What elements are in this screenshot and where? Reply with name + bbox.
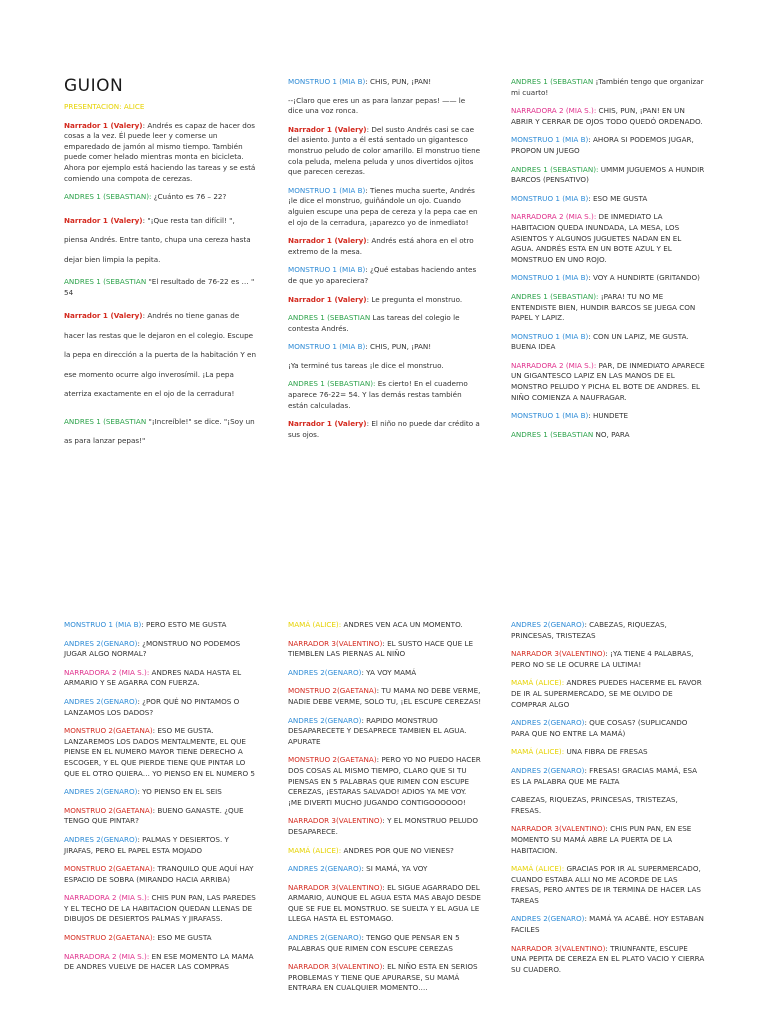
- speaker-label: NARRADORA 2 (MIA S.):: [511, 360, 597, 370]
- script-line: [64, 102, 256, 113]
- script-line: [288, 379, 482, 411]
- speaker-label: MAMÁ (ALICE):: [288, 845, 342, 855]
- script-line: [64, 697, 256, 718]
- dialogue-text: : EL SUSTO HACE QUE LE TIEMBLEN LAS PIERNAS AL NIÑO: [288, 638, 473, 659]
- speaker-label: MAMÁ (ALICE):: [288, 620, 342, 629]
- dialogue-text: : ¿MONSTRUO NO PODEMOS JUGAR ALGO NORMAL?: [64, 638, 241, 659]
- speaker-label: Narrador 1 (Valery): [288, 419, 367, 429]
- script-line: [511, 824, 705, 856]
- script-line: [511, 718, 705, 739]
- speaker-label: MONSTRUO 1 (MIA B): [511, 331, 589, 341]
- speaker-label: MONSTRUO 2(GAETANA): [288, 755, 377, 765]
- script-line: [64, 726, 256, 779]
- speaker-label: MONSTRUO 1 (MIA B): [288, 185, 366, 195]
- speaker-label: Narrador 1 (Valery): [64, 120, 143, 130]
- dialogue-text: : BUENO GANASTE. ¿QUE TENGO QUE PINTAR?: [64, 805, 244, 826]
- dialogue-text: : HUNDETE: [588, 411, 629, 421]
- dialogue-text: : CABEZAS, RIQUEZAS, PRINCESAS, TRISTEZAS: [511, 620, 667, 640]
- script-line: [288, 236, 482, 257]
- speaker-label: NARRADOR 3(VALENTINO): [288, 638, 383, 648]
- speaker-label: MAMÁ (ALICE):: [511, 747, 565, 757]
- speaker-label: MAMÁ (ALICE):: [511, 864, 565, 874]
- script-line: [288, 96, 482, 117]
- speaker-label: ANDRES 2(GENARO): [288, 715, 362, 725]
- dialogue-text: : PALMAS Y DESIERTOS. Y JIRAFAS, PERO EL PAPEL ESTA MOJADO: [64, 834, 229, 855]
- script-line: [511, 864, 705, 906]
- dialogue-text: ¡También tengo que organizar mi cuarto!: [511, 77, 704, 97]
- speaker-label: Narrador 1 (Valery): [64, 215, 143, 225]
- dialogue-text: : PERO YO NO PUEDO HACER DOS COSAS AL MISMO TIEMPO, CLARO QUE SI TU PIENSAS EN 5 PALABRAS QUE RIMEN CON ESCUPE CEREZAS, ¡ESTARAS SALVADO! ADIOS YA ME VOY. ¡ME DIVERTI MUCHO JUGANDO CONTIGOOOOOO!: [288, 755, 481, 807]
- script-line: [288, 313, 482, 334]
- speaker-label: NARRADOR 3(VALENTINO): [511, 943, 606, 953]
- script-line: [288, 668, 482, 679]
- script-line: [288, 620, 482, 631]
- speaker-label: ANDRES 1 (SEBASTIAN: [64, 416, 147, 426]
- dialogue-text: EN ESE MOMENTO LA MAMA DE ANDRES VUELVE DE HACER LAS COMPRAS: [64, 951, 254, 972]
- speaker-label: ANDRES 2(GENARO): [64, 787, 138, 797]
- speaker-label: NARRADORA 2 (MIA S.):: [511, 106, 597, 116]
- dialogue-text: GRACIAS POR IR AL SUPERMERCADO, CUANDO ESTABA ALLI NO ME ACORDE DE LAS FRESAS, PERO ANTES DE IR TERMINA DE HACER LAS TAREAS: [511, 864, 701, 905]
- script-line: [64, 835, 256, 856]
- dialogue-text: : ¿Qué estabas haciendo antes de que yo apareciera?: [288, 265, 477, 285]
- dialogue-text: : Tienes mucha suerte, Andrés ¡le dice el monstruo, guiñándole un ojo. Cuando alguien escupe una pepa de cereza y la pepa cae en el ojo de la cerradura, ¡aparezco yo de inmediato!: [288, 185, 478, 227]
- dialogue-text: ¡Ya terminé tus tareas ¡le dice el monstruo.: [288, 360, 444, 370]
- script-line: [511, 332, 705, 353]
- dialogue-text: Es cierto! En el cuaderno aparece 76-22= 54. Y las demás restas también están calculadas.: [288, 379, 468, 410]
- script-line: [288, 265, 482, 286]
- speaker-label: Narrador 1 (Valery): [64, 311, 143, 321]
- script-line: [288, 639, 482, 660]
- script-line: [64, 639, 256, 660]
- script-line: [288, 883, 482, 925]
- script-line: [511, 106, 705, 127]
- dialogue-text: "¡Increíble!" se dice. "¡Soy un as para lanzar pepas!": [64, 416, 255, 446]
- dialogue-text: : MAMÁ YA ACABÉ. HOY ESTABAN FACILES: [511, 914, 704, 935]
- script-line: [64, 952, 256, 973]
- dialogue-text: : VOY A HUNDIRTE (GRITANDO): [588, 273, 700, 283]
- speaker-label: ANDRES 1 (SEBASTIAN: [64, 277, 147, 287]
- speaker-label: MONSTRUO 1 (MIA B): [511, 273, 589, 283]
- speaker-label: MONSTRUO 1 (MIA B): [511, 193, 589, 203]
- speaker-label: ANDRES 2(GENARO): [288, 933, 362, 943]
- dialogue-text: : YO PIENSO EN EL SEIS: [137, 787, 222, 797]
- script-line: [64, 211, 256, 270]
- dialogue-text: : Andrés no tiene ganas de hacer las restas que le dejaron en el colegio. Escupe la pepa en dirección a la puerta de la habitación Y en ese momento ocurre algo inverosímil. ¡La pepa aterriza exactamente en el ojo de la cerradura!: [64, 311, 257, 399]
- speaker-label: ANDRES 2(GENARO): [511, 718, 585, 728]
- dialogue-text: : TENGO QUE PENSAR EN 5 PALABRAS QUE RIMEN CON ESCUPE CEREZAS: [288, 933, 460, 953]
- dialogue-text: PAR, DE INMEDIATO APARECE UN GIGANTESCO LAPIZ EN LAS MANOS DE EL MONSTRO PELUDO Y PICHA EL BOTE DE ANDRES. EL NIÑO COMIENZA A NAUFRAGAR.: [511, 360, 705, 402]
- dialogue-text: ANDRES NADA HASTA EL ARMARIO Y SE AGARRA CON FUERZA.: [64, 667, 242, 688]
- dialogue-text: : EL NIÑO ESTA EN SERIOS PROBLEMAS Y TIENE QUE APURARSE, SU MAMÁ ENTRARA EN CUALQUIER MOMENTO….: [288, 962, 478, 993]
- script-line: [288, 342, 482, 353]
- dialogue-text: CABEZAS, RIQUEZAS, PRINCESAS, TRISTEZAS, FRESAS.: [511, 795, 678, 815]
- dialogue-text: NO, PARA: [593, 429, 630, 439]
- speaker-label: MONSTRUO 2(GAETANA): [64, 864, 153, 874]
- speaker-label: NARRADOR 3(VALENTINO): [288, 816, 383, 826]
- speaker-label: MONSTRUO 2(GAETANA): [64, 805, 153, 815]
- script-line: [64, 306, 256, 404]
- speaker-label: MAMÁ (ALICE):: [511, 678, 565, 688]
- dialogue-text: : TRIUNFANTE, ESCUPE UNA PEPITA DE CEREZA EN EL PLATO VACIO Y CIERRA SU CUADERO.: [511, 943, 705, 974]
- script-line: [511, 165, 705, 186]
- speaker-label: MONSTRUO 1 (MIA B): [288, 77, 366, 86]
- dialogue-text: Las tareas del colegio le contesta Andrés.: [288, 313, 460, 333]
- script-line: [288, 186, 482, 228]
- dialogue-text: DE INMEDIATO LA HABITACION QUEDA INUNDADA, LA MESA, LOS ASIENTOS Y ALGUNOS JUGUETES NADAN EN EL AGUA. ANDRÉS ESTA EN UN BOTE AZUL Y EL MONSTRUO EN UNO ROJO.: [511, 212, 682, 264]
- dialogue-text: ANDRES POR QUE NO VIENES?: [341, 845, 454, 855]
- dialogue-text: : ESO ME GUSTA: [588, 193, 648, 203]
- dialogue-text: : ¿POR QUÉ NO PINTAMOS O LANZAMOS LOS DADOS?: [64, 696, 240, 717]
- script-line: [288, 846, 482, 857]
- speaker-label: ANDRES 1 (SEBASTIAN: [288, 313, 371, 323]
- script-line: [64, 933, 256, 944]
- script-line: [288, 962, 482, 994]
- dialogue-text: CHIS PUN PAN, LAS PAREDES Y EL TECHO DE LA HABITACION QUEDAN LLENAS DE DIBUJOS DE DESIERTOS PALMAS Y JIRAFASS.: [64, 893, 256, 924]
- script-line: [288, 295, 482, 306]
- dialogue-text: UMMM JUGUEMOS A HUNDIR BARCOS (PENSATIVO): [511, 164, 705, 185]
- script-line: [511, 766, 705, 787]
- speaker-label: ANDRES 2(GENARO): [511, 620, 585, 629]
- dialogue-text: ¿Cuánto es 76 – 22?: [151, 192, 227, 202]
- speaker-label: ANDRES 2(GENARO): [64, 638, 138, 648]
- speaker-label: ANDRES 2(GENARO): [64, 834, 138, 844]
- speaker-label: ANDRES 2(GENARO): [511, 765, 585, 775]
- dialogue-text: : El niño no puede dar crédito a sus ojos.: [288, 419, 480, 439]
- dialogue-text: ANDRES PUEDES HACERME EL FAVOR DE IR AL SUPERMERCADO, SE ME OLVIDO DE COMPRAR ALGO: [511, 678, 702, 709]
- script-line: [511, 194, 705, 205]
- dialogue-text: : ESO ME GUSTA. LANZAREMOS LOS DADOS MENTALMENTE, EL QUE PIENSE EN EL NUMERO MAYOR TIENE DERECHO A ESCOGER, Y EL QUE PIERDE TIENE QUE PINTAR LO QUE EL OTRO QUIERA… YO PIENSO EN EL NUMERO 5: [64, 726, 255, 778]
- speaker-label: ANDRES 2(GENARO): [288, 864, 362, 874]
- dialogue-text: : Del susto Andrés casi se cae del asiento. Junto a él está sentado un gigantesco monstruo peludo de color amarillo. El monstruo tiene cola peluda, melena peluda y unos divertidos ojitos que parecen cerezas.: [288, 124, 481, 177]
- page-title: GUION: [64, 76, 124, 96]
- speaker-label: NARRADORA 2 (MIA S.):: [64, 893, 150, 903]
- script-line: [511, 361, 705, 403]
- dialogue-text: : QUE COSAS? (SUPLICANDO PARA QUE NO ENTRE LA MAMÁ): [511, 718, 688, 738]
- script-line: [511, 212, 705, 265]
- speaker-label: MONSTRUO 2(GAETANA): [64, 933, 153, 943]
- page1-column-2: [288, 77, 482, 448]
- script-line: [511, 620, 705, 641]
- script-line: [511, 944, 705, 976]
- dialogue-text: ¡PARA! TU NO ME ENTENDISTE BIEN, HUNDIR BARCOS SE JUEGA CON PAPEL Y LAPIZ.: [511, 291, 696, 323]
- speaker-label: NARRADOR 3(VALENTINO): [511, 649, 606, 659]
- speaker-label: ANDRES 1 (SEBASTIAN: [511, 429, 594, 439]
- dialogue-text: : RAPIDO MONSTRUO DESAPARECETE Y DESAPRECE TAMBIEN EL AGUA. APURATE: [288, 715, 467, 746]
- script-line: [511, 747, 705, 758]
- script-line: [288, 419, 482, 440]
- page2-column-2: [288, 620, 482, 1002]
- dialogue-text: : ESO ME GUSTA: [152, 933, 212, 943]
- script-line: [64, 277, 256, 298]
- dialogue-text: : AHORA SI PODEMOS JUGAR, PROPON UN JUEGO: [511, 135, 694, 155]
- dialogue-text: : CHIS, PUN, ¡PAN!: [365, 77, 432, 86]
- speaker-label: MONSTRUO 1 (MIA B): [64, 620, 142, 629]
- script-line: [288, 686, 482, 707]
- dialogue-text: ANDRES VEN ACA UN MOMENTO.: [341, 620, 463, 629]
- script-line: [64, 787, 256, 798]
- script-line: [64, 412, 256, 451]
- script-line: [288, 77, 482, 88]
- speaker-label: Narrador 1 (Valery): [288, 294, 367, 304]
- dialogue-text: : CHIS PUN PAN, EN ESE MOMENTO SU MAMÁ ABRE LA PUERTA DE LA HABITACION.: [511, 824, 692, 855]
- speaker-label: ANDRES 2(GENARO): [64, 696, 138, 706]
- speaker-label: NARRADOR 3(VALENTINO): [288, 882, 383, 892]
- dialogue-text: : Andrés está ahora en el otro extremo de la mesa.: [288, 236, 474, 256]
- speaker-label: MONSTRUO 2(GAETANA): [288, 686, 377, 696]
- speaker-label: PRESENTACION: ALICE: [64, 102, 145, 111]
- page1-column-3: [511, 77, 705, 448]
- speaker-label: ANDRES 1 (SEBASTIAN):: [511, 291, 599, 301]
- script-line: [511, 649, 705, 670]
- script-line: [64, 192, 256, 203]
- dialogue-text: : EL SIGUE AGARRADO DEL ARMARIO, AUNQUE EL AGUA ESTA MAS ABAJO DESDE QUE SE FUE EL MONSTRUO. SE SUELTA Y EL AGUA LE LLEGA HASTA EL ESTOMAGO.: [288, 882, 481, 924]
- script-line: [511, 292, 705, 324]
- speaker-label: NARRADOR 3(VALENTINO): [511, 824, 606, 834]
- speaker-label: MONSTRUO 2(GAETANA): [64, 726, 153, 736]
- dialogue-text: : PERO ESTO ME GUSTA: [141, 620, 227, 629]
- dialogue-text: : Le pregunta el monstruo.: [366, 294, 463, 304]
- speaker-label: MONSTRUO 1 (MIA B): [288, 342, 366, 352]
- script-line: [288, 125, 482, 178]
- script-line: [64, 668, 256, 689]
- speaker-label: NARRADORA 2 (MIA S.):: [64, 951, 150, 961]
- dialogue-text: --¡Claro que eres un as para lanzar pepas! —— le dice una voz ronca.: [288, 95, 466, 116]
- page2-column-3: [511, 620, 705, 983]
- dialogue-text: : CHIS, PUN, ¡PAN!: [365, 342, 432, 352]
- speaker-label: MONSTRUO 1 (MIA B): [288, 265, 366, 275]
- dialogue-text: : "¡Que resta tan difícil! ", piensa Andrés. Entre tanto, chupa una cereza hasta dejar bien limpia la pepita.: [64, 215, 251, 264]
- dialogue-text: "El resultado de 76-22 es … " 54: [64, 277, 255, 297]
- script-line: [511, 135, 705, 156]
- dialogue-text: : ¡YA TIENE 4 PALABRAS, PERO NO SE LE OCURRE LA ULTIMA!: [511, 649, 694, 669]
- page1-column-1: [64, 76, 256, 459]
- script-line: [288, 864, 482, 875]
- speaker-label: MONSTRUO 1 (MIA B): [511, 135, 589, 145]
- speaker-label: NARRADORA 2 (MIA S.):: [511, 212, 597, 222]
- speaker-label: Narrador 1 (Valery): [288, 124, 367, 134]
- script-line: [511, 914, 705, 935]
- script-line: [288, 816, 482, 837]
- speaker-label: NARRADORA 2 (MIA S.):: [64, 667, 150, 677]
- script-line: [64, 864, 256, 885]
- script-line: [511, 411, 705, 422]
- speaker-label: ANDRES 1 (SEBASTIAN):: [511, 164, 599, 174]
- speaker-label: ANDRES 2(GENARO): [511, 914, 585, 924]
- dialogue-text: : CON UN LAPIZ, ME GUSTA. BUENA IDEA: [511, 331, 689, 352]
- script-line: [64, 893, 256, 925]
- script-line: [288, 755, 482, 808]
- script-line: [511, 273, 705, 284]
- speaker-label: NARRADOR 3(VALENTINO): [288, 962, 383, 972]
- dialogue-text: : TRANQUILO QUE AQUÍ HAY ESPACIO DE SOBRA (MIRANDO HACIA ARRIBA): [64, 864, 254, 884]
- dialogue-text: : Y EL MONSTRUO PELUDO DESAPARECE.: [288, 816, 478, 836]
- speaker-label: ANDRES 1 (SEBASTIAN):: [288, 379, 376, 389]
- script-line: [64, 121, 256, 185]
- script-line: [511, 430, 705, 441]
- dialogue-text: : Andrés es capaz de hacer dos cosas a la vez. Él puede leer y comerse un emparedado de jamón al mismo tiempo. También puede comer helado mientras monta en bicicleta. Ahora por ejemplo está haciendo las tareas y se está comiendo una compota de cerezas.: [64, 120, 256, 183]
- speaker-label: MONSTRUO 1 (MIA B): [511, 411, 589, 421]
- script-line: [64, 806, 256, 827]
- speaker-label: Narrador 1 (Valery): [288, 236, 367, 246]
- dialogue-text: : TU MAMA NO DEBE VERME, NADIE DEBE VERME, SOLO TU, ¡EL ESCUPE CEREZAS!: [288, 686, 482, 706]
- speaker-label: ANDRES 1 (SEBASTIAN: [511, 77, 594, 86]
- dialogue-text: : FRESAS! GRACIAS MAMÁ, ESA ES LA PALABRA QUE ME FALTA: [511, 765, 698, 786]
- script-line: [288, 716, 482, 748]
- script-line: [64, 620, 256, 631]
- script-line: [288, 361, 482, 372]
- dialogue-text: : SI MAMÁ, YA VOY: [361, 864, 428, 874]
- speaker-label: ANDRES 2(GENARO): [288, 667, 362, 677]
- script-line: [511, 795, 705, 816]
- dialogue-text: : YA VOY MAMÁ: [361, 667, 417, 677]
- script-line: [511, 678, 705, 710]
- speaker-label: ANDRES 1 (SEBASTIAN):: [64, 192, 152, 202]
- page2-column-1: [64, 620, 256, 981]
- dialogue-text: UNA FIBRA DE FRESAS: [564, 747, 648, 757]
- script-line: [288, 933, 482, 954]
- dialogue-text: CHIS, PUN, ¡PAN! EN UN ABRIR Y CERRAR DE OJOS TODO QUEDÓ ORDENADO.: [511, 106, 703, 126]
- script-line: [511, 77, 705, 98]
